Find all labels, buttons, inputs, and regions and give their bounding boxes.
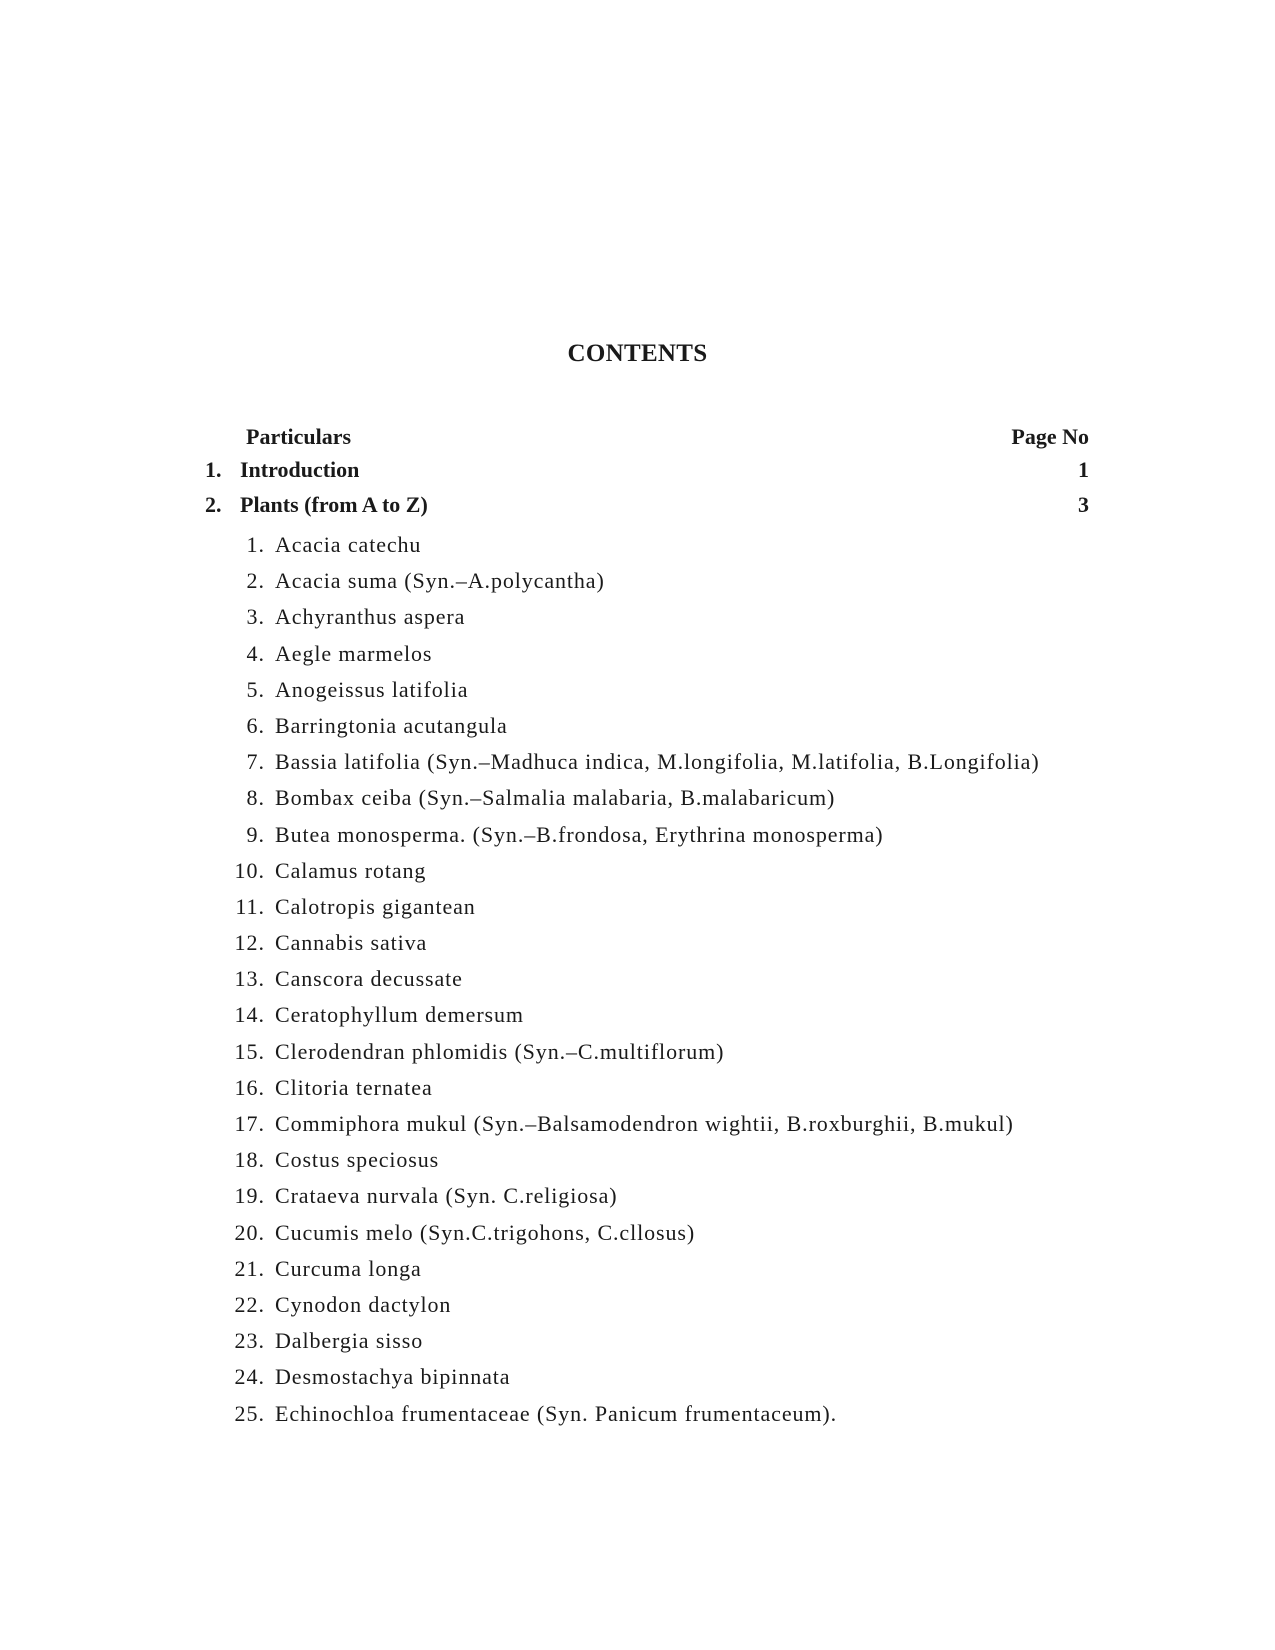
item-number: 9. bbox=[246, 821, 265, 847]
item-number: 18. bbox=[234, 1147, 265, 1173]
list-item bbox=[220, 930, 1120, 966]
item-number: 10. bbox=[234, 857, 265, 883]
item-number: 12. bbox=[234, 930, 265, 956]
plant-name: Cannabis sativa bbox=[275, 930, 428, 956]
plant-name: Desmostachya bipinnata bbox=[275, 1364, 511, 1390]
item-number: 19. bbox=[234, 1183, 265, 1209]
plant-name: Bassia latifolia (Syn.–Madhuca indica, M.longifolia, M.latifolia, B.Longifolia) bbox=[275, 749, 1040, 775]
plant-name: Commiphora mukul (Syn.–Balsamodendron wightii, B.roxburghii, B.mukul) bbox=[275, 1111, 1014, 1136]
item-number: 5. bbox=[246, 676, 265, 702]
list-item bbox=[220, 1183, 1120, 1219]
plant-name: Achyranthus aspera bbox=[275, 604, 466, 630]
list-item bbox=[220, 749, 1120, 785]
plant-name: Costus speciosus bbox=[275, 1147, 440, 1173]
list-item bbox=[220, 822, 1120, 858]
list-item bbox=[220, 1147, 1120, 1183]
item-number: 15. bbox=[234, 1038, 265, 1064]
list-item bbox=[220, 894, 1120, 930]
plant-name: Acacia catechu bbox=[275, 532, 422, 557]
list-item bbox=[220, 1111, 1120, 1147]
list-item bbox=[220, 604, 1120, 640]
list-item bbox=[220, 858, 1120, 894]
section-label: Plants (from A to Z) bbox=[240, 492, 428, 517]
plant-name: Calamus rotang bbox=[275, 857, 427, 883]
plant-name: Crataeva nurvala (Syn. C.religiosa) bbox=[275, 1183, 618, 1209]
list-item bbox=[220, 1220, 1120, 1256]
list-item bbox=[220, 713, 1120, 749]
item-number: 16. bbox=[234, 1074, 265, 1100]
list-item bbox=[220, 966, 1120, 1002]
plant-name: Acacia suma (Syn.–A.polycantha) bbox=[275, 568, 605, 594]
plant-name: Ceratophyllum demersum bbox=[275, 1002, 524, 1028]
page-no-header: Page No bbox=[1011, 424, 1089, 449]
plant-name: Clitoria ternatea bbox=[275, 1074, 433, 1100]
list-item bbox=[220, 1256, 1120, 1292]
section-number: 2. bbox=[205, 492, 222, 517]
plant-name: Echinochloa frumentaceae (Syn. Panicum frumentaceum). bbox=[275, 1400, 838, 1426]
item-number: 1. bbox=[246, 532, 265, 557]
plant-name: Butea monosperma. (Syn.–B.frondosa, Erythrina monosperma) bbox=[275, 821, 884, 847]
plant-name: Cynodon dactylon bbox=[275, 1291, 452, 1317]
item-number: 2. bbox=[246, 568, 265, 594]
list-item bbox=[220, 1292, 1120, 1328]
plant-name: Bombax ceiba (Syn.–Salmalia malabaria, B.malabaricum) bbox=[275, 785, 836, 811]
item-number: 22. bbox=[234, 1291, 265, 1317]
list-item bbox=[220, 641, 1120, 677]
list-item bbox=[220, 568, 1120, 604]
list-item bbox=[220, 1075, 1120, 1111]
item-number: 25. bbox=[234, 1400, 265, 1426]
item-number: 7. bbox=[246, 749, 265, 775]
plant-name: Canscora decussate bbox=[275, 966, 463, 992]
list-item bbox=[220, 785, 1120, 821]
item-number: 21. bbox=[234, 1255, 265, 1281]
list-item bbox=[220, 1401, 1120, 1437]
page-title: CONTENTS bbox=[567, 340, 708, 367]
plant-name: Curcuma longa bbox=[275, 1255, 422, 1281]
list-item bbox=[220, 532, 1120, 568]
section-page-number: 1 bbox=[1078, 457, 1089, 482]
item-number: 17. bbox=[234, 1111, 265, 1136]
section-page-number: 3 bbox=[1078, 492, 1089, 517]
plant-list bbox=[220, 532, 1120, 1437]
section-number: 1. bbox=[205, 457, 222, 482]
section-introduction bbox=[205, 457, 1089, 487]
plant-name: Barringtonia acutangula bbox=[275, 712, 508, 738]
item-number: 8. bbox=[246, 785, 265, 811]
plant-name: Dalbergia sisso bbox=[275, 1328, 424, 1354]
item-number: 20. bbox=[234, 1219, 265, 1245]
list-item bbox=[220, 1328, 1120, 1364]
particulars-header: Particulars bbox=[246, 424, 352, 449]
item-number: 6. bbox=[246, 712, 265, 738]
item-number: 3. bbox=[246, 604, 265, 630]
list-item bbox=[220, 677, 1120, 713]
plant-name: Aegle marmelos bbox=[275, 640, 433, 666]
section-label: Introduction bbox=[240, 457, 360, 482]
item-number: 13. bbox=[234, 966, 265, 992]
plant-name: Calotropis gigantean bbox=[275, 893, 476, 919]
plant-name: Anogeissus latifolia bbox=[275, 676, 469, 702]
list-item bbox=[220, 1364, 1120, 1400]
item-number: 14. bbox=[234, 1002, 265, 1028]
item-number: 4. bbox=[246, 640, 265, 666]
item-number: 24. bbox=[234, 1364, 265, 1390]
item-number: 23. bbox=[234, 1328, 265, 1354]
plant-name: Clerodendran phlomidis (Syn.–C.multiflorum) bbox=[275, 1038, 725, 1064]
list-item bbox=[220, 1002, 1120, 1038]
section-plants bbox=[205, 492, 1089, 522]
plant-name: Cucumis melo (Syn.C.trigohons, C.cllosus) bbox=[275, 1219, 696, 1245]
item-number: 11. bbox=[235, 893, 265, 919]
list-item bbox=[220, 1039, 1120, 1075]
